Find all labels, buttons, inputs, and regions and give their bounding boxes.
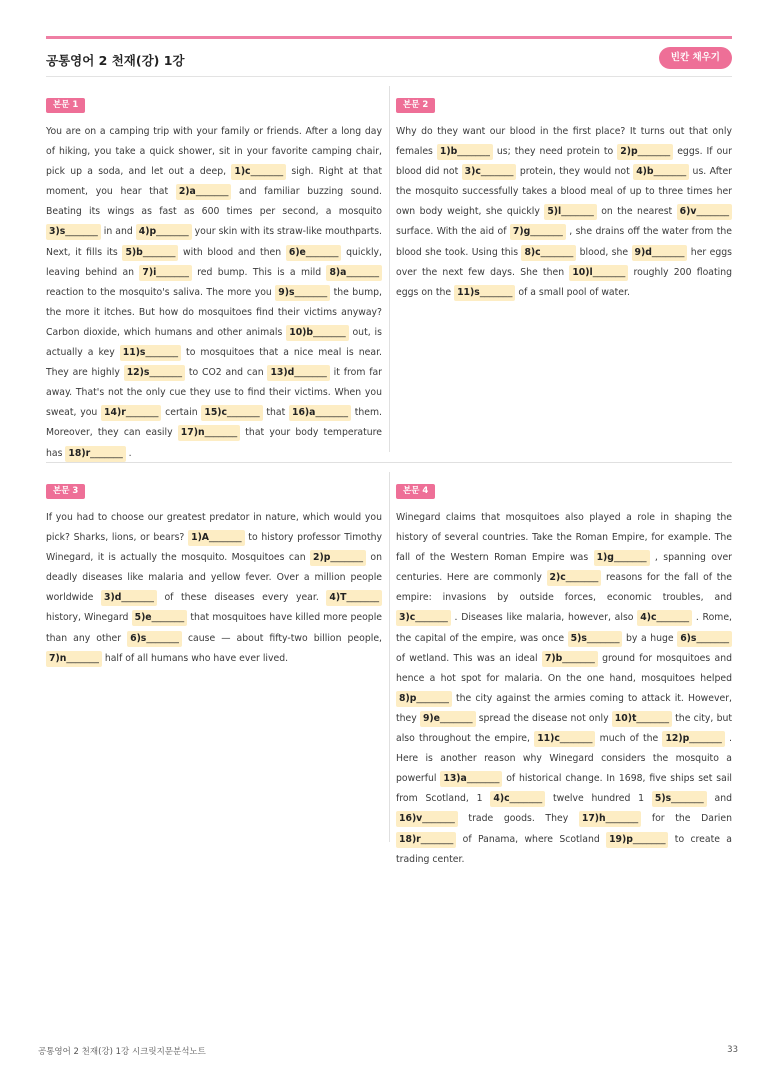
blank-input[interactable] [612, 711, 672, 727]
passage-text: of Panama, where Scotland [456, 833, 607, 845]
blank-number: 5)l [547, 206, 562, 218]
passage-text: . Diseases like malaria, however, also [450, 612, 638, 624]
passage-text: of wetland. This was an ideal [396, 652, 542, 664]
blank-line: _______ [416, 692, 449, 704]
blank-line: _______ [651, 246, 685, 258]
blank-input[interactable] [396, 610, 451, 626]
blank-input[interactable] [176, 184, 232, 200]
blank-line: _______ [696, 206, 729, 218]
blank-line: _______ [156, 226, 189, 238]
passage-text: sigh. Right at that moment, you hear that [46, 166, 382, 198]
blank-number: 8)c [524, 246, 541, 258]
blank-input[interactable] [139, 265, 191, 281]
blank-line: _______ [653, 166, 687, 178]
blank-number: 1)b [439, 146, 458, 158]
blank-number: 10)b [289, 326, 314, 338]
passage-text: to history professor Timothy Winegard, it is actually the mosquito. Mosquitoes can [46, 532, 382, 564]
blank-number: 19)p [609, 833, 633, 845]
blank-line: _______ [632, 833, 666, 845]
passage-text: them. Moreover, they can easily [46, 407, 382, 439]
passage-text: for the Darien [641, 813, 732, 825]
section-tag: 본문 1 [46, 98, 85, 113]
blank-input[interactable] [188, 530, 244, 546]
blank-number: 2)p [620, 146, 638, 158]
passage-text: your skin with its straw-like mouthparts. Next, it fills its [46, 226, 382, 258]
passage-text: cause — about fifty-two billion people, [181, 632, 383, 644]
blank-line: _______ [466, 773, 500, 785]
blank-input[interactable] [120, 345, 181, 361]
blank-input[interactable] [677, 631, 732, 647]
blank-line: _______ [562, 652, 595, 664]
blank-input[interactable] [547, 570, 602, 586]
blank-number: 4)p [138, 226, 157, 238]
blank-line: _______ [156, 266, 189, 278]
passage-text: to CO2 and can [184, 367, 268, 379]
blank-input[interactable] [617, 144, 673, 160]
blank-line: _______ [415, 612, 448, 624]
passage-text: blood, she [576, 246, 632, 258]
blank-number: 6)s [680, 632, 697, 644]
blank-input[interactable] [289, 405, 351, 421]
blank-number: 17)h [581, 813, 606, 825]
blank-input[interactable] [454, 285, 515, 301]
blank-input[interactable] [132, 610, 188, 626]
blank-number: 5)s [570, 632, 587, 644]
blank-input[interactable] [510, 224, 566, 240]
blank-line: _______ [689, 733, 722, 745]
blank-line: _______ [227, 407, 260, 419]
blank-number: 9)e [422, 712, 440, 724]
blank-line: _______ [439, 712, 473, 724]
blank-input[interactable] [124, 365, 185, 381]
section-body [396, 122, 732, 303]
passage-text: quickly, leaving behind an [46, 246, 382, 278]
blank-line: _______ [346, 592, 379, 604]
passage-text: her eggs over the next few days. She then [396, 246, 732, 278]
blank-line: _______ [559, 733, 593, 745]
blank-input[interactable] [440, 771, 502, 787]
section-4 [396, 478, 732, 870]
blank-number: 18)r [399, 833, 421, 845]
blank-number: 2)p [313, 552, 331, 564]
blank-line: _______ [294, 286, 328, 298]
blank-line: _______ [637, 146, 671, 158]
passage-text: . Here is another reason why Winegard considers the mosquito a powerful [396, 733, 732, 785]
blank-line: _______ [586, 632, 620, 644]
blank-input[interactable] [46, 651, 102, 667]
blank-number: 4)b [636, 166, 654, 178]
passage-text: reasons for the fall of the empire: invasions by outside forces, economic troubles, and [396, 572, 732, 604]
blank-number: 14)r [104, 407, 126, 419]
blank-line: _______ [592, 266, 626, 278]
blank-input[interactable] [178, 425, 240, 441]
blank-number: 9)s [278, 286, 295, 298]
footer-book-title: 공통영어 2 천재(강) 1강 시크릿지문분석노트 [38, 1047, 206, 1057]
blank-line: _______ [457, 146, 490, 158]
blank-line: _______ [420, 833, 454, 845]
passage-text: spread the disease not only [475, 712, 612, 724]
blank-number: 7)n [49, 652, 67, 664]
blank-input[interactable] [594, 550, 650, 566]
blank-line: _______ [149, 367, 182, 379]
blank-number: 11)s [457, 286, 480, 298]
blank-line: _______ [656, 612, 690, 624]
blank-line: _______ [346, 266, 379, 278]
blank-line: _______ [479, 286, 513, 298]
passage-text: history, Winegard [46, 612, 132, 624]
passage-text: roughly 200 floating eggs on the [396, 266, 732, 298]
blank-input[interactable] [46, 224, 101, 240]
blank-number: 12)p [665, 733, 690, 745]
blank-number: 5)e [134, 612, 152, 624]
blank-number: 11)c [537, 733, 560, 745]
blank-number: 2)c [549, 572, 566, 584]
passage-text: the bump, the more it itches. But how do mosquitoes find their victims anyway? Carbon dioxide, which humans and other animals [46, 286, 383, 338]
blank-number: 3)d [103, 592, 122, 604]
blank-number: 1)A [191, 532, 210, 544]
blank-input[interactable] [267, 365, 329, 381]
blank-number: 16)a [291, 407, 316, 419]
blank-line: _______ [90, 447, 123, 459]
blank-number: 9)d [634, 246, 652, 258]
blank-line: _______ [696, 632, 729, 644]
blank-input[interactable] [65, 446, 125, 462]
passage-text: protein, they would not [516, 166, 634, 178]
section-tag: 본문 3 [46, 484, 85, 499]
page-number: 33 [727, 1045, 738, 1055]
blank-number: 8)a [329, 266, 347, 278]
blank-line: _______ [636, 712, 669, 724]
blank-line: _______ [294, 367, 327, 379]
blank-number: 13)d [270, 367, 295, 379]
blank-line: _______ [422, 813, 455, 825]
passage-text: reaction to the mosquito's saliva. The more you [46, 286, 276, 298]
page-header [46, 47, 732, 73]
blank-input[interactable] [544, 204, 596, 220]
blank-number: 1)c [234, 166, 251, 178]
passage-text: it from far away. That's not the only cue they use to find their victims. When you sweat, you [46, 367, 383, 419]
passage-text: trade goods. They [457, 813, 579, 825]
blank-input[interactable] [122, 245, 178, 261]
blank-number: 6)s [130, 632, 147, 644]
section-tag: 본문 2 [396, 98, 435, 113]
blank-input[interactable] [275, 285, 330, 301]
header-divider [46, 76, 732, 77]
blank-line: _______ [313, 326, 346, 338]
blank-number: 4)c [640, 612, 657, 624]
blank-line: _______ [330, 552, 363, 564]
blank-number: 16)v [399, 813, 423, 825]
blank-line: _______ [613, 552, 647, 564]
blank-input[interactable] [396, 691, 452, 707]
passage-text: of a small pool of water. [515, 286, 630, 298]
blank-line: _______ [671, 793, 704, 805]
blank-line: _______ [509, 793, 543, 805]
blank-line: _______ [145, 347, 179, 359]
blank-number: 13)a [443, 773, 467, 785]
blank-line: _______ [66, 652, 99, 664]
blank-line: _______ [209, 532, 242, 544]
section-2 [396, 92, 732, 303]
page-title: 공통영어 2 천재(강) 1강 [46, 53, 185, 68]
blank-input[interactable] [326, 590, 382, 606]
blank-number: 10)t [614, 712, 637, 724]
blank-number: 4)c [493, 793, 510, 805]
blank-input[interactable] [652, 791, 707, 807]
blank-input[interactable] [606, 832, 668, 848]
blank-line: _______ [305, 246, 339, 258]
passage-text: Why do they want our blood in the first place? It turns out that only females [396, 126, 732, 158]
section-1 [46, 92, 382, 464]
passage-text: in and [100, 226, 136, 238]
blank-line: _______ [65, 226, 98, 238]
passage-text: much of the [595, 733, 663, 745]
blank-line: _______ [315, 407, 348, 419]
passage-text: Winegard claims that mosquitoes also played a role in shaping the history of several countries. Take the Roman Empire, for example. The fall of the Western Roman Empire was [396, 512, 732, 564]
blank-line: _______ [480, 166, 514, 178]
blank-number: 5)s [654, 793, 672, 805]
passage-text: by a huge [622, 632, 678, 644]
section-body [46, 122, 382, 464]
passage-text: with blood and then [178, 246, 286, 258]
blank-number: 1)g [596, 552, 614, 564]
passage-text: and [706, 793, 733, 805]
blank-input[interactable] [633, 164, 689, 180]
section-3 [46, 478, 382, 669]
blank-input[interactable] [662, 731, 724, 747]
section-body [396, 508, 732, 870]
blank-line: _______ [561, 206, 594, 218]
blank-line: _______ [125, 407, 159, 419]
passage-text: , she drains off the water from the blood she took. Using this [396, 226, 732, 258]
blank-number: 7)b [544, 652, 563, 664]
blank-line: _______ [565, 572, 599, 584]
blank-input[interactable] [326, 265, 382, 281]
blank-input[interactable] [637, 610, 692, 626]
blank-line: _______ [121, 592, 154, 604]
blank-number: 5)b [125, 246, 143, 258]
blank-input[interactable] [396, 832, 456, 848]
section-body [46, 508, 382, 669]
blank-input[interactable] [286, 325, 348, 341]
blank-number: 15)c [204, 407, 228, 419]
passage-text: and familiar buzzing sound. Beating its wings as fast as 600 times per second, a mosquito [46, 186, 382, 218]
passage-text: on deadly diseases like malaria and yellow fever. Over a million people worldwide [46, 552, 382, 604]
passage-text: that [262, 407, 289, 419]
passage-text: to create a trading center. [396, 833, 732, 865]
blank-input[interactable] [462, 164, 517, 180]
blank-input[interactable] [542, 651, 598, 667]
blank-input[interactable] [490, 791, 545, 807]
passage-text: of these diseases every year. [156, 592, 327, 604]
blank-number: 18)r [68, 447, 91, 459]
passage-text: the city against the armies coming to attack it. However, they [396, 692, 732, 724]
blank-input[interactable] [396, 811, 458, 827]
blank-line: _______ [250, 166, 284, 178]
passage-text: that your body temperature has [46, 427, 382, 459]
blank-input[interactable] [569, 265, 628, 281]
passage-text: . [125, 447, 132, 459]
blank-input[interactable] [437, 144, 493, 160]
blank-input[interactable] [286, 245, 342, 261]
blank-input[interactable] [677, 204, 732, 220]
blank-number: 3)s [49, 226, 66, 238]
blank-input[interactable] [231, 164, 286, 180]
blank-number: 12)s [126, 367, 150, 379]
passage-text: out, is actually a key [46, 326, 382, 359]
section-tag: 본문 4 [396, 484, 435, 499]
blank-line: _______ [605, 813, 639, 825]
passage-text: You are on a camping trip with your family or friends. After a long day of hiking, you take a quick shower, sit in your favorite camping chair, pick up a soda, and let out a deep, [46, 126, 382, 178]
blank-number: 4)T [329, 592, 347, 604]
blank-input[interactable] [201, 405, 262, 421]
passage-text: on the nearest [596, 206, 677, 218]
blank-line: _______ [195, 186, 229, 198]
blank-input[interactable] [632, 245, 688, 261]
passage-text: us; they need protein to [492, 146, 618, 158]
header-accent-bar [46, 36, 732, 39]
blank-input[interactable] [420, 711, 476, 727]
column-divider-bottom [389, 472, 390, 842]
blank-line: _______ [151, 612, 185, 624]
passage-text: certain [161, 407, 202, 419]
passage-text: of historical change. In 1698, five ships set sail from Scotland, 1 [396, 773, 732, 805]
blank-number: 10)l [572, 266, 593, 278]
passage-text: us. After the mosquito successfully takes a blood meal of up to three times her own body weight, she quickly [396, 166, 732, 218]
blank-line: _______ [142, 246, 176, 258]
blank-number: 6)v [679, 206, 697, 218]
blank-input[interactable] [521, 245, 576, 261]
blank-line: _______ [530, 226, 563, 238]
passage-text: . Rome, the capital of the empire, was once [396, 612, 732, 644]
column-divider-top [389, 86, 390, 452]
passage-text: half of all humans who have ever lived. [101, 652, 289, 664]
blank-line: _______ [540, 246, 574, 258]
blank-input[interactable] [127, 631, 182, 647]
blank-number: 8)p [399, 692, 417, 704]
passage-text: , spanning over centuries. Here are commonly [396, 552, 732, 584]
blank-input[interactable] [136, 224, 192, 240]
blank-number: 7)g [512, 226, 531, 238]
passage-text: that mosquitoes have killed more people than any other [46, 612, 382, 644]
blank-number: 3)c [464, 166, 481, 178]
blank-number: 6)e [288, 246, 306, 258]
blank-input[interactable] [534, 731, 595, 747]
passage-text: red bump. This is a mild [191, 266, 327, 278]
passage-text: eggs. If our blood did not [396, 146, 732, 178]
blank-input[interactable] [101, 590, 157, 606]
passage-text: If you had to choose our greatest predator in nature, which would you pick? Sharks, lions, or bears? [46, 512, 382, 544]
passage-text: ground for mosquitoes and hence a hot spot for malaria. On the one hand, mosquitoes helped [396, 652, 733, 684]
blank-number: 11)s [122, 347, 146, 359]
blank-input[interactable] [101, 405, 161, 421]
blank-input[interactable] [310, 550, 366, 566]
blank-input[interactable] [579, 811, 641, 827]
blank-number: 2)a [178, 186, 196, 198]
blank-line: _______ [204, 427, 238, 439]
blank-number: 17)n [180, 427, 205, 439]
blank-input[interactable] [568, 631, 623, 647]
passage-text: surface. With the aid of [396, 226, 510, 238]
passage-text: to mosquitoes that a nice meal is near. They are highly [46, 347, 382, 379]
passage-text: the city, but also throughout the empire, [396, 712, 733, 745]
blank-line: _______ [146, 632, 179, 644]
passage-text: twelve hundred 1 [545, 793, 652, 805]
blank-number: 3)c [399, 612, 416, 624]
exercise-type-badge: 빈칸 채우기 [659, 47, 732, 69]
blank-number: 7)i [142, 266, 157, 278]
